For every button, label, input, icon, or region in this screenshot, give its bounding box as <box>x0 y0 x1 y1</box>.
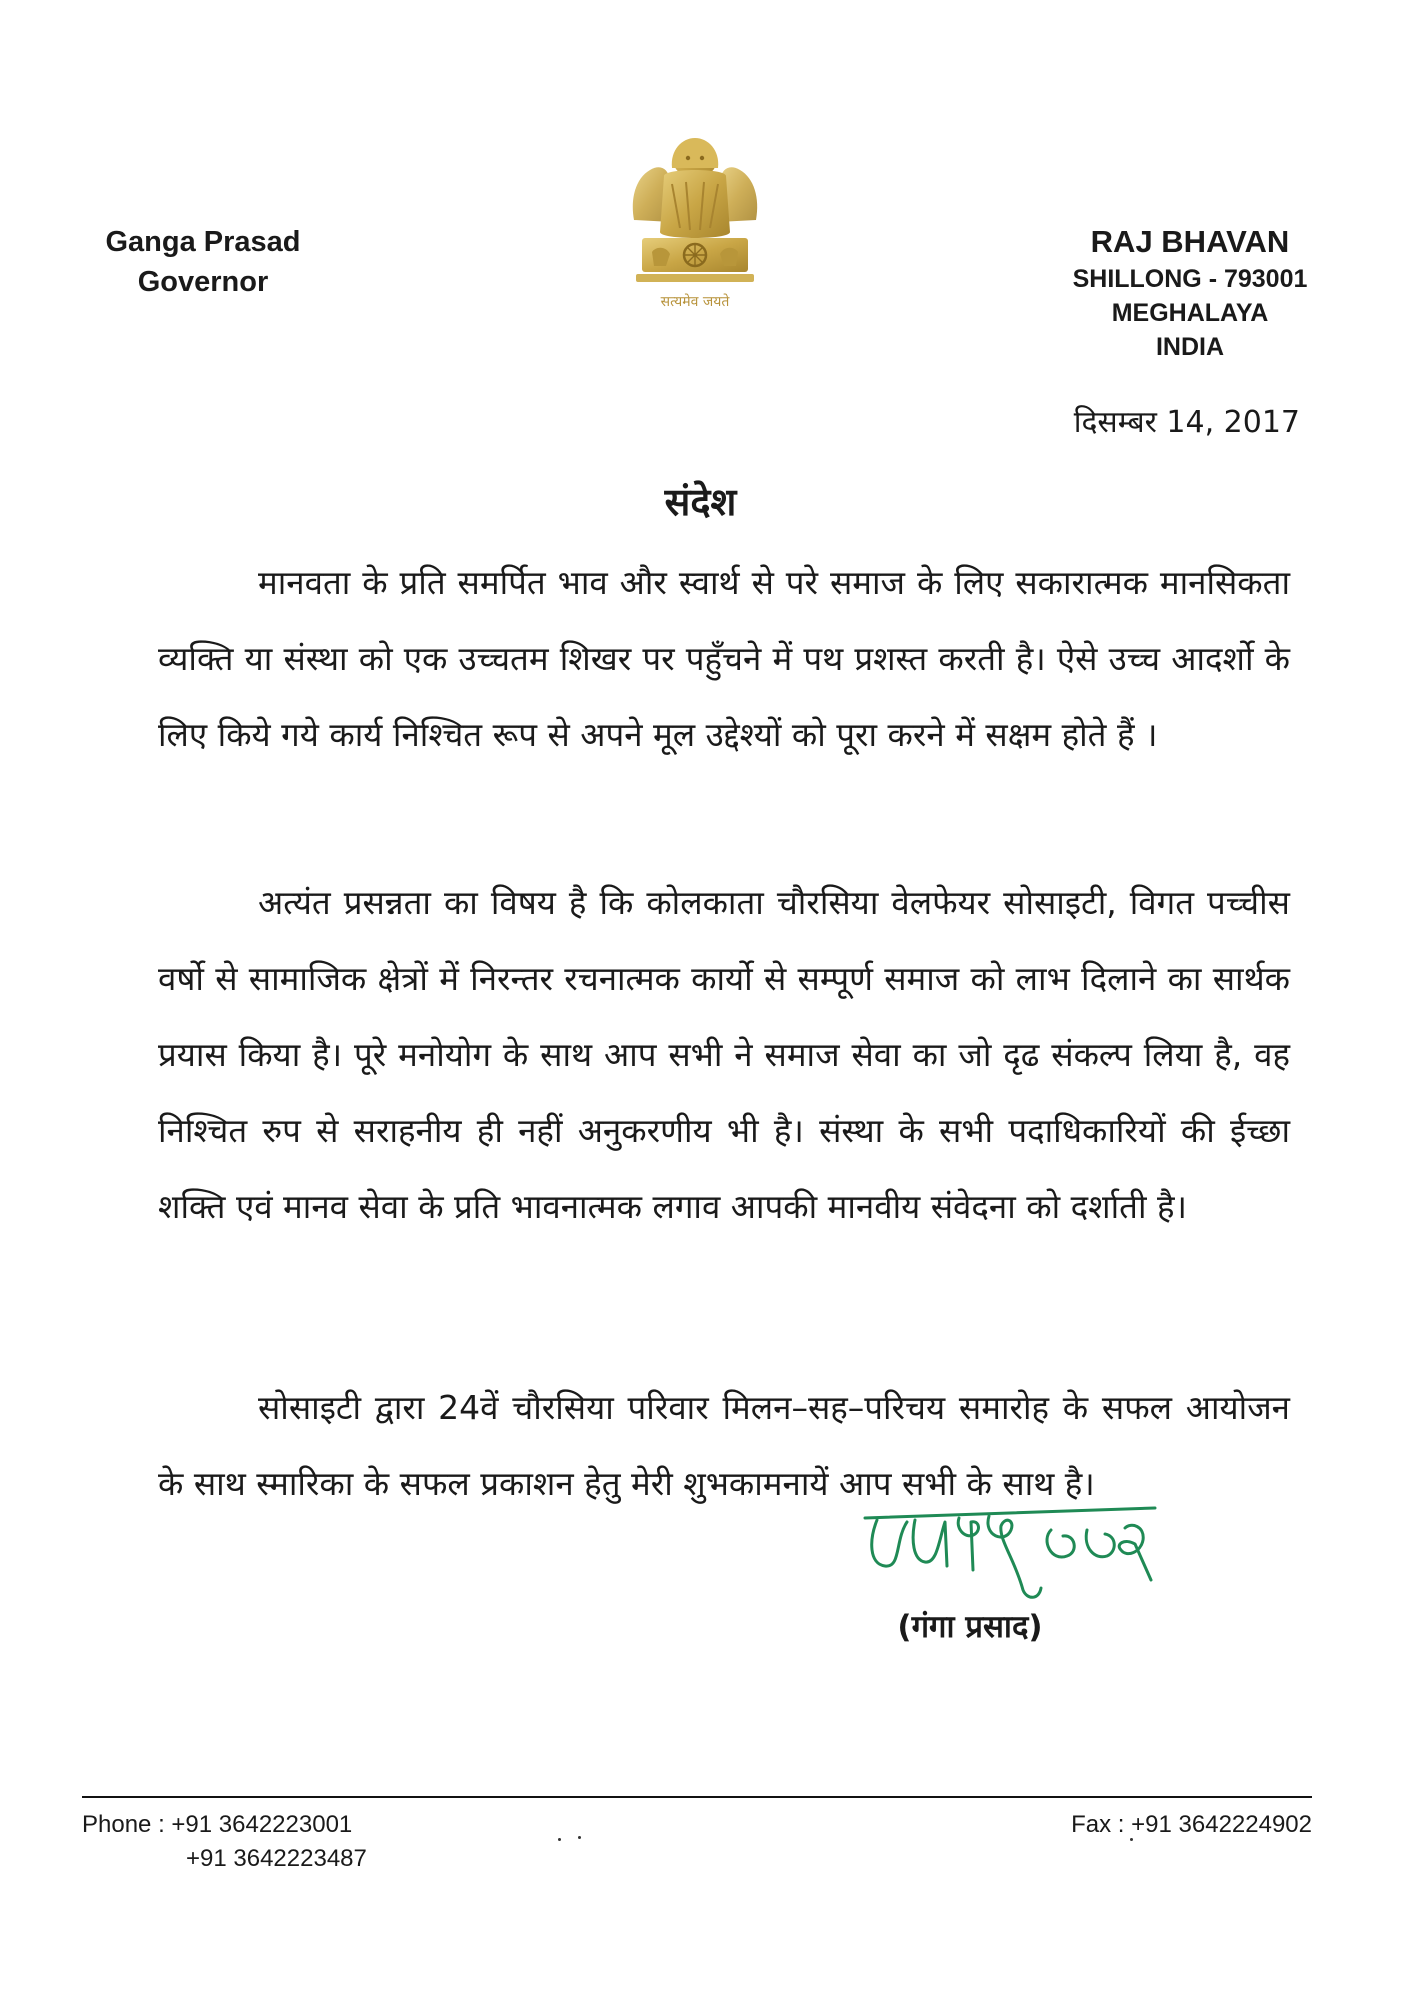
footer-divider <box>82 1796 1312 1798</box>
address-line-3: MEGHALAYA <box>1111 299 1269 327</box>
letter-title: संदेश <box>664 480 737 524</box>
handwritten-signature <box>855 1500 1165 1610</box>
phone-number-2: +91 3642223487 <box>186 1845 367 1872</box>
fax-label: Fax : <box>1071 1811 1125 1838</box>
sender-title: Governor <box>137 266 269 298</box>
letter-date: दिसम्बर 14, 2017 <box>1073 405 1300 440</box>
fax-number: +91 3642224902 <box>1131 1811 1312 1838</box>
address-block <box>1040 222 1340 364</box>
sender-block <box>78 222 328 302</box>
body-paragraph-3: सोसाइटी द्वारा 24वें चौरसिया परिवार मिलन–सह–परिचय समारोह के सफल आयोजन के साथ स्मारिका के सफल प्रकाशन हेतु मेरी शुभकामनायें आप सभी के साथ है। <box>158 1388 1290 1503</box>
body-paragraph-1: मानवता के प्रति समर्पित भाव और स्वार्थ से परे समाज के लिए सकारात्मक मानसिकता व्यक्ति या संस्था को एक उच्चतम शिखर पर पहुँचने में पथ प्रशस्त करती है। ऐसे उच्च आदर्शो के लिए किये गये कार्य निश्चित रूप से अपने मूल उद्देश्यों को पूरा करने में सक्षम होते हैं । <box>158 563 1290 754</box>
phone-label: Phone : <box>82 1811 165 1838</box>
body-paragraph-2: अत्यंत प्रसन्नता का विषय है कि कोलकाता चौरसिया वेलफेयर सोसाइटी, विगत पच्चीस वर्षो से सामाजिक क्षेत्रों में निरन्तर रचनात्मक कार्यो से सम्पूर्ण समाज को लाभ दिलाने का सार्थक प्रयास किया है। पूरे मनोयोग के साथ आप सभी ने समाज सेवा का जो दृढ संकल्प लिया है, वह निश्चित रुप से सराहनीय ही नहीं अनुकरणीय भी है। संस्था के सभी पदाधिकारियों की ईच्छा शक्ति एवं मानव सेवा के प्रति भावनात्मक लगाव आपकी मानवीय संवेदना को दर्शाती है। <box>158 883 1290 1226</box>
scan-speck <box>578 1836 581 1839</box>
address-line-1: RAJ BHAVAN <box>1090 224 1290 259</box>
fax-block <box>1071 1808 1312 1842</box>
scan-speck <box>1130 1838 1133 1841</box>
scan-speck <box>558 1838 561 1841</box>
address-line-4: INDIA <box>1155 333 1225 361</box>
phone-block <box>82 1808 367 1876</box>
phone-number-1: +91 3642223001 <box>171 1811 353 1838</box>
address-line-2: SHILLONG - 793001 <box>1072 265 1308 293</box>
sender-name: Ganga Prasad <box>105 226 301 258</box>
emblem-motto: सत्यमेव जयते <box>660 294 730 310</box>
national-emblem-icon <box>620 128 770 358</box>
signee-printed-name: (गंगा प्रसाद) <box>897 1609 1043 1645</box>
